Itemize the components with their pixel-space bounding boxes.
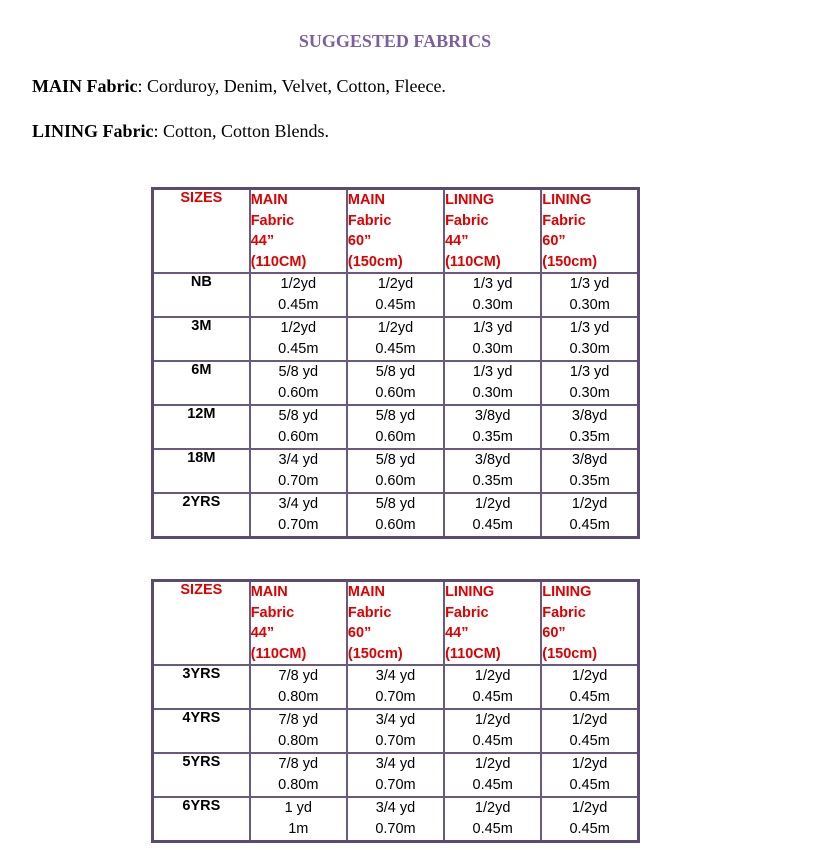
yardage: 3/4 yd — [375, 668, 416, 684]
page-title: SUGGESTED FABRICS — [298, 31, 492, 51]
yardage: 1/2yd — [571, 800, 608, 816]
value-cell — [541, 405, 638, 449]
meterage: 0.45m — [569, 733, 610, 749]
header-lining-44: LINING Fabric 44” (110CM) — [444, 581, 541, 666]
meterage: 0.80m — [278, 777, 319, 793]
header-sizes: SIZES — [153, 581, 250, 666]
value-cell — [541, 273, 638, 317]
size-cell: 5YRS — [153, 753, 250, 797]
yardage: 1/2yd — [377, 276, 414, 292]
value-cell — [444, 797, 541, 842]
yardage: 7/8 yd — [278, 756, 319, 772]
yardage: 7/8 yd — [278, 668, 319, 684]
value-cell — [347, 449, 444, 493]
header-main-44: MAIN Fabric 44” (110CM) — [250, 189, 347, 274]
lining-fabric-text: : Cotton, Cotton Blends. — [153, 121, 330, 141]
value-cell — [347, 709, 444, 753]
yardage: 3/8yd — [474, 452, 511, 468]
meterage: 0.45m — [472, 689, 513, 705]
meterage: 0.30m — [472, 385, 513, 401]
lining-fabric-label: LINING Fabric — [32, 121, 154, 141]
value-cell — [444, 273, 541, 317]
value-cell — [444, 405, 541, 449]
meterage: 0.45m — [472, 821, 513, 837]
yardage: 1/2yd — [571, 756, 608, 772]
yardage: 1/3 yd — [472, 320, 513, 336]
meterage: 0.80m — [278, 733, 319, 749]
yardage: 1/2yd — [474, 496, 511, 512]
value-cell — [541, 709, 638, 753]
main-fabric-line — [32, 76, 446, 97]
header-lining-60: LINING Fabric 60” (150cm) — [541, 189, 638, 274]
header-row — [153, 189, 639, 274]
table-row — [153, 493, 639, 538]
table-row — [153, 709, 639, 753]
header-row — [153, 581, 639, 666]
value-cell — [250, 317, 347, 361]
yardage: 7/8 yd — [278, 712, 319, 728]
header-main-44: MAIN Fabric 44” (110CM) — [250, 581, 347, 666]
meterage: 0.30m — [569, 385, 610, 401]
header-sizes: SIZES — [153, 189, 250, 274]
table-row — [153, 665, 639, 709]
meterage: 0.45m — [278, 341, 319, 357]
meterage: 0.45m — [472, 517, 513, 533]
value-cell — [541, 317, 638, 361]
header-lining-44: LINING Fabric 44” (110CM) — [444, 189, 541, 274]
table-row — [153, 273, 639, 317]
yardage: 1/3 yd — [472, 276, 513, 292]
table-row — [153, 449, 639, 493]
value-cell — [347, 797, 444, 842]
main-fabric-label: MAIN Fabric — [32, 76, 138, 96]
yardage: 3/8yd — [571, 452, 608, 468]
yardage: 1/2yd — [377, 320, 414, 336]
table-row — [153, 753, 639, 797]
meterage: 0.45m — [375, 297, 416, 313]
value-cell — [250, 405, 347, 449]
yardage: 3/4 yd — [278, 452, 319, 468]
value-cell — [347, 317, 444, 361]
value-cell — [250, 665, 347, 709]
main-fabric-text: : Corduroy, Denim, Velvet, Cotton, Fleece. — [137, 76, 446, 96]
value-cell — [541, 797, 638, 842]
value-cell — [250, 449, 347, 493]
meterage: 0.45m — [278, 297, 319, 313]
value-cell — [347, 493, 444, 538]
meterage: 0.35m — [472, 429, 513, 445]
yardage: 3/4 yd — [375, 800, 416, 816]
yardage: 5/8 yd — [278, 408, 319, 424]
value-cell — [444, 361, 541, 405]
fabric-table-2 — [151, 579, 640, 843]
meterage: 0.35m — [569, 473, 610, 489]
size-cell: 18M — [153, 449, 250, 493]
value-cell — [541, 665, 638, 709]
yardage: 1/3 yd — [569, 364, 610, 380]
value-cell — [444, 493, 541, 538]
size-cell: 3YRS — [153, 665, 250, 709]
yardage: 1/2yd — [474, 712, 511, 728]
yardage: 1/2yd — [571, 668, 608, 684]
meterage: 0.45m — [569, 777, 610, 793]
yardage: 1/2yd — [474, 800, 511, 816]
value-cell — [541, 361, 638, 405]
value-cell — [541, 449, 638, 493]
yardage: 1/3 yd — [569, 320, 610, 336]
yardage: 1/3 yd — [472, 364, 513, 380]
meterage: 0.30m — [472, 341, 513, 357]
yardage: 5/8 yd — [278, 364, 319, 380]
value-cell — [347, 405, 444, 449]
size-cell: 4YRS — [153, 709, 250, 753]
size-cell: 6M — [153, 361, 250, 405]
header-main-60: MAIN Fabric 60” (150cm) — [347, 189, 444, 274]
value-cell — [347, 361, 444, 405]
value-cell — [444, 317, 541, 361]
meterage: 1m — [288, 821, 309, 837]
value-cell — [444, 449, 541, 493]
size-cell: NB — [153, 273, 250, 317]
yardage: 5/8 yd — [375, 364, 416, 380]
value-cell — [250, 273, 347, 317]
meterage: 0.60m — [278, 429, 319, 445]
header-lining-60: LINING Fabric 60” (150cm) — [541, 581, 638, 666]
yardage: 5/8 yd — [375, 496, 416, 512]
yardage: 1/2yd — [280, 320, 317, 336]
size-cell: 2YRS — [153, 493, 250, 538]
meterage: 0.70m — [375, 821, 416, 837]
value-cell — [444, 753, 541, 797]
value-cell — [250, 797, 347, 842]
size-cell: 6YRS — [153, 797, 250, 842]
meterage: 0.60m — [375, 473, 416, 489]
meterage: 0.45m — [569, 689, 610, 705]
meterage: 0.45m — [569, 517, 610, 533]
meterage: 0.45m — [375, 341, 416, 357]
meterage: 0.45m — [569, 821, 610, 837]
meterage: 0.80m — [278, 689, 319, 705]
fabric-table-1 — [151, 187, 640, 539]
yardage: 1/2yd — [474, 668, 511, 684]
value-cell — [541, 753, 638, 797]
yardage: 1/2yd — [280, 276, 317, 292]
yardage: 1/2yd — [571, 712, 608, 728]
yardage: 1/2yd — [474, 756, 511, 772]
header-main-60: MAIN Fabric 60” (150cm) — [347, 581, 444, 666]
yardage: 1 yd — [284, 800, 312, 816]
value-cell — [250, 361, 347, 405]
table-row — [153, 317, 639, 361]
meterage: 0.30m — [569, 341, 610, 357]
yardage: 3/4 yd — [278, 496, 319, 512]
meterage: 0.60m — [375, 385, 416, 401]
meterage: 0.70m — [375, 733, 416, 749]
yardage: 5/8 yd — [375, 408, 416, 424]
meterage: 0.70m — [375, 689, 416, 705]
meterage: 0.70m — [278, 517, 319, 533]
meterage: 0.70m — [278, 473, 319, 489]
lining-fabric-line — [32, 121, 329, 142]
value-cell — [250, 493, 347, 538]
value-cell — [444, 665, 541, 709]
meterage: 0.30m — [472, 297, 513, 313]
meterage: 0.45m — [472, 777, 513, 793]
yardage: 1/2yd — [571, 496, 608, 512]
table-row — [153, 797, 639, 842]
value-cell — [347, 753, 444, 797]
size-cell: 12M — [153, 405, 250, 449]
meterage: 0.70m — [375, 777, 416, 793]
meterage: 0.35m — [569, 429, 610, 445]
table-row — [153, 361, 639, 405]
meterage: 0.60m — [278, 385, 319, 401]
value-cell — [541, 493, 638, 538]
value-cell — [347, 665, 444, 709]
yardage: 3/4 yd — [375, 712, 416, 728]
yardage: 5/8 yd — [375, 452, 416, 468]
yardage: 3/8yd — [474, 408, 511, 424]
meterage: 0.60m — [375, 429, 416, 445]
yardage: 3/8yd — [571, 408, 608, 424]
value-cell — [250, 709, 347, 753]
value-cell — [347, 273, 444, 317]
meterage: 0.60m — [375, 517, 416, 533]
value-cell — [250, 753, 347, 797]
meterage: 0.35m — [472, 473, 513, 489]
value-cell — [444, 709, 541, 753]
yardage: 3/4 yd — [375, 756, 416, 772]
size-cell: 3M — [153, 317, 250, 361]
meterage: 0.45m — [472, 733, 513, 749]
meterage: 0.30m — [569, 297, 610, 313]
table-row — [153, 405, 639, 449]
yardage: 1/3 yd — [569, 276, 610, 292]
